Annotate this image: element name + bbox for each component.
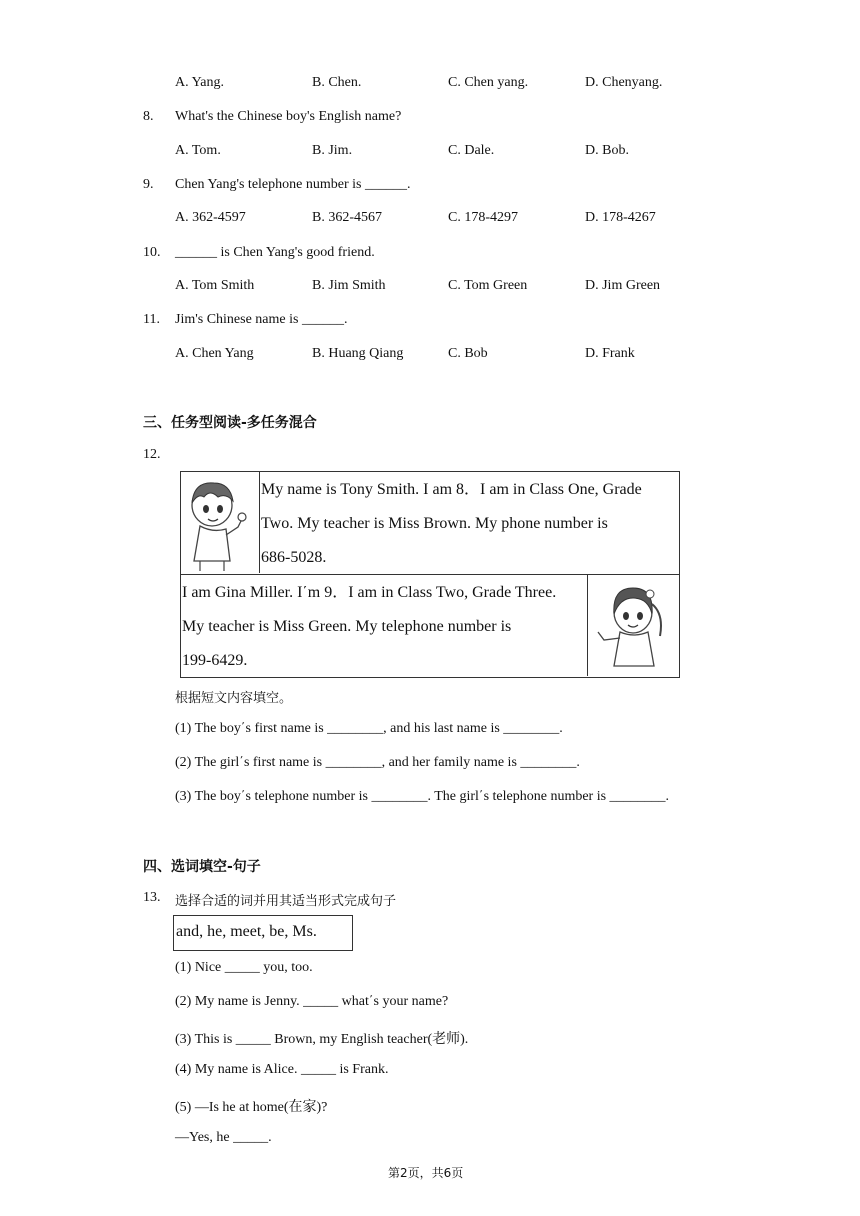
q13-item-2: (2) My name is Jenny. _____ what΄s your name? bbox=[175, 994, 449, 1009]
q13-number: 13. bbox=[143, 890, 161, 905]
q13-item-3: (3) This is _____ Brown, my English teacher(老师). bbox=[175, 1032, 469, 1047]
q12-item-2: (2) The girl΄s first name is ________, and her family name is ________. bbox=[175, 755, 580, 770]
q9-option-b: B. 362-4567 bbox=[312, 210, 382, 225]
q13-text: 选择合适的词并用其适当形式完成句子 bbox=[175, 894, 397, 909]
page-footer: 第2页，共6页 bbox=[388, 1166, 464, 1180]
q7-option-b: B. Chen. bbox=[312, 75, 362, 90]
q10-option-a: A. Tom Smith bbox=[175, 278, 255, 293]
q7-option-d: D. Chenyang. bbox=[585, 75, 663, 90]
q7-option-a: A. Yang. bbox=[175, 75, 225, 90]
q10-option-b: B. Jim Smith bbox=[312, 278, 386, 293]
section-3-heading: 三、任务型阅读-多任务混合 bbox=[143, 415, 317, 431]
q10-option-c: C. Tom Green bbox=[448, 278, 528, 293]
q11-number: 11. bbox=[143, 312, 160, 327]
q9-number: 9. bbox=[143, 177, 154, 192]
q9-option-a: A. 362-4597 bbox=[175, 210, 246, 225]
girl-text-line-1: I am Gina Miller. I΄m 9．I am in Class Two, Grade Three. bbox=[182, 584, 557, 601]
q12-item-3: (3) The boy΄s telephone number is ________. The girl΄s telephone number is ________. bbox=[175, 789, 670, 804]
q12-number: 12. bbox=[143, 447, 161, 462]
q8-number: 8. bbox=[143, 109, 154, 124]
boy-picture-cell bbox=[180, 471, 260, 573]
q7-option-c: C. Chen yang. bbox=[448, 75, 529, 90]
q13-item-5-answer: —Yes, he _____. bbox=[175, 1130, 272, 1145]
q12-item-1: (1) The boy΄s first name is ________, and his last name is ________. bbox=[175, 721, 563, 736]
q10-text: ______ is Chen Yang's good friend. bbox=[175, 245, 375, 260]
girl-text-line-2: My teacher is Miss Green. My telephone number is bbox=[182, 618, 512, 635]
q8-option-a: A. Tom. bbox=[175, 143, 221, 158]
boy-text-line-3: 686-5028. bbox=[261, 549, 327, 566]
section-4-heading: 四、选词填空-句子 bbox=[143, 859, 261, 875]
q11-option-c: C. Bob bbox=[448, 346, 488, 361]
boy-text-line-1: My name is Tony Smith. I am 8．I am in Class One, Grade bbox=[261, 481, 642, 498]
q8-option-d: D. Bob. bbox=[585, 143, 629, 158]
q11-option-d: D. Frank bbox=[585, 346, 635, 361]
q11-text: Jim's Chinese name is ______. bbox=[175, 312, 348, 327]
q9-option-d: D. 178-4267 bbox=[585, 210, 656, 225]
boy-cartoon-icon bbox=[180, 471, 259, 573]
q10-option-d: D. Jim Green bbox=[585, 278, 661, 293]
q13-item-1: (1) Nice _____ you, too. bbox=[175, 960, 313, 975]
girl-text-line-3: 199-6429. bbox=[182, 652, 248, 669]
q8-text: What's the Chinese boy's English name? bbox=[175, 109, 402, 124]
q9-text: Chen Yang's telephone number is ______. bbox=[175, 177, 411, 192]
word-box-text: and, he, meet, be, Ms. bbox=[176, 923, 317, 940]
boy-text-line-2: Two. My teacher is Miss Brown. My phone number is bbox=[261, 515, 608, 532]
q13-item-5: (5) —Is he at home(在家)? bbox=[175, 1100, 328, 1115]
q8-option-b: B. Jim. bbox=[312, 143, 353, 158]
q10-number: 10. bbox=[143, 245, 161, 260]
q12-instruction: 根据短文内容填空。 bbox=[175, 691, 293, 706]
q11-option-b: B. Huang Qiang bbox=[312, 346, 404, 361]
q9-option-c: C. 178-4297 bbox=[448, 210, 518, 225]
q11-option-a: A. Chen Yang bbox=[175, 346, 254, 361]
girl-cartoon-icon bbox=[588, 574, 678, 676]
q13-item-4: (4) My name is Alice. _____ is Frank. bbox=[175, 1062, 389, 1077]
girl-picture-cell bbox=[587, 574, 679, 676]
q8-option-c: C. Dale. bbox=[448, 143, 495, 158]
